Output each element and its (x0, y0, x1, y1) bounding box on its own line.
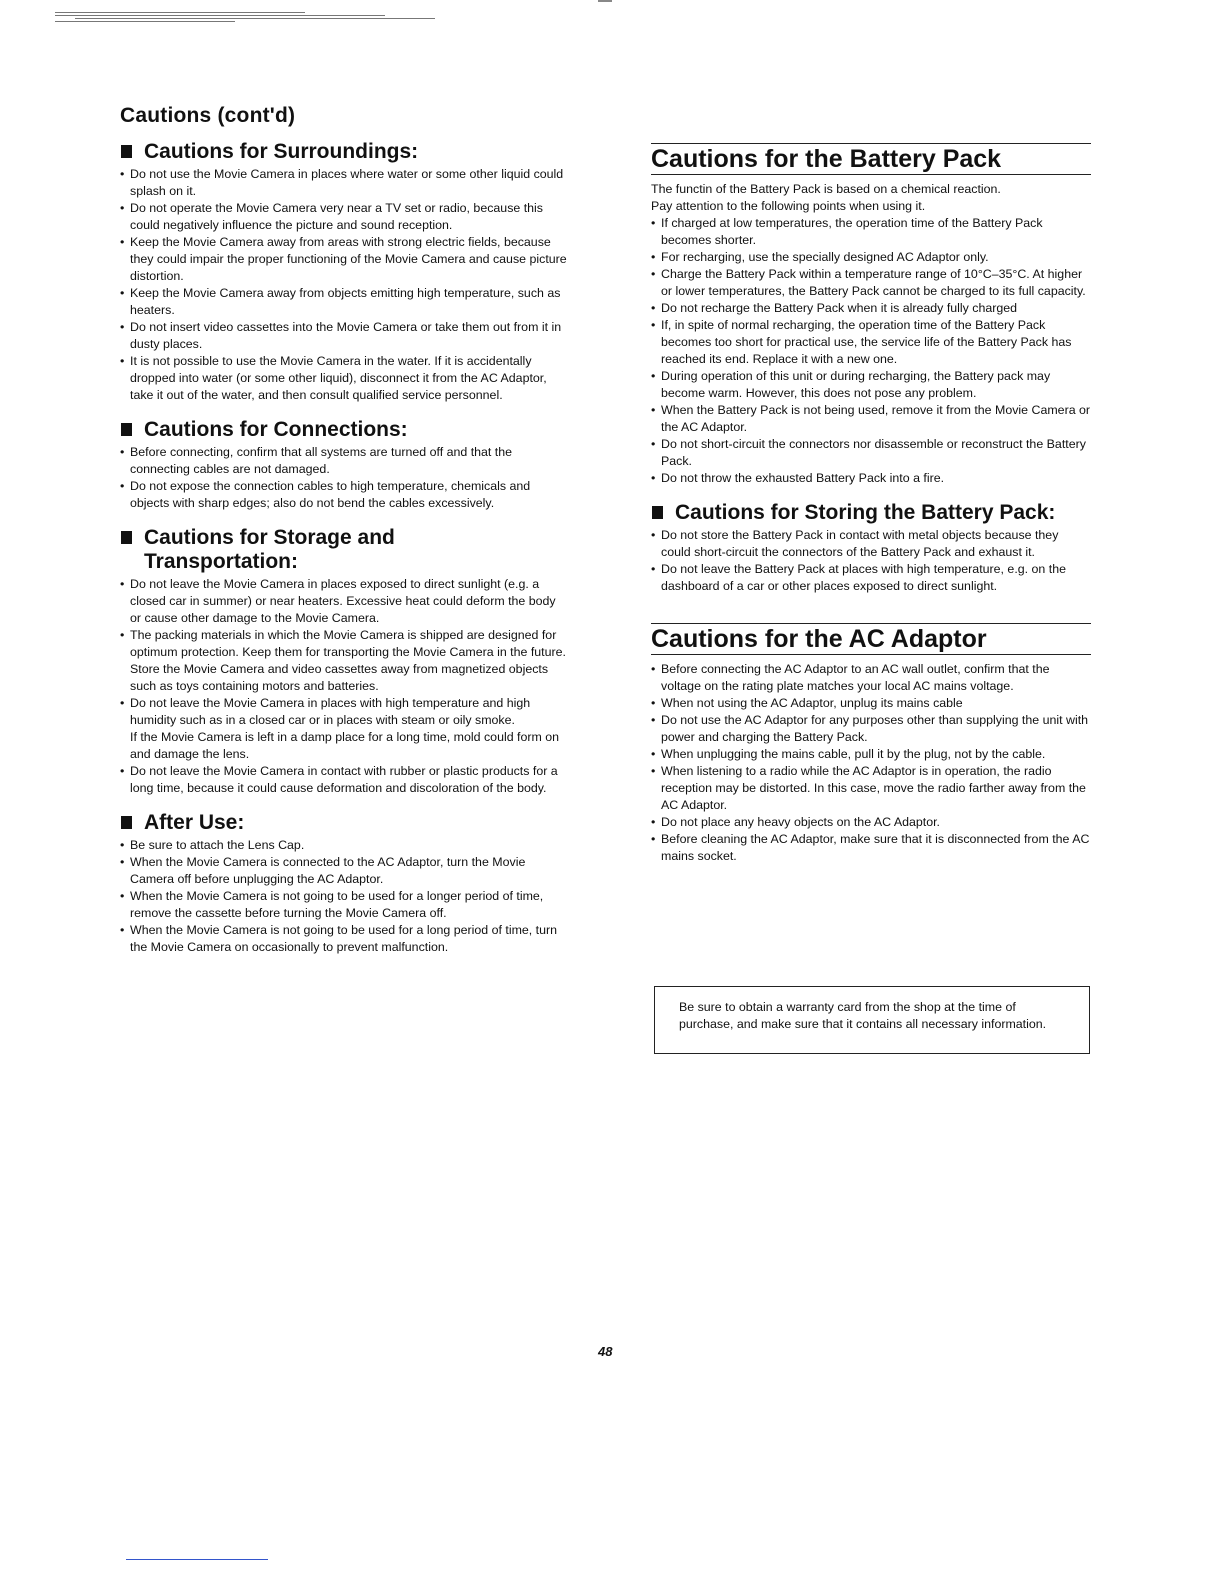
section-surroundings (120, 140, 570, 404)
list-item: • When listening to a radio while the AC Adaptor is in operation, the radio reception may be distorted. In this case, move the radio farther away from the AC Adaptor. (651, 763, 1091, 814)
square-bullet-icon (652, 506, 663, 519)
list-item: • Do not recharge the Battery Pack when it is already fully charged (651, 300, 1091, 317)
list-item: • When the Movie Camera is connected to the AC Adaptor, turn the Movie Camera off before unplugging the AC Adaptor. (120, 854, 570, 888)
list-item: • Do not place any heavy objects on the AC Adaptor. (651, 814, 1091, 831)
list-item: • During operation of this unit or during recharging, the Battery pack may become warm. However, this does not pose any problem. (651, 368, 1091, 402)
list-item: • Do not store the Battery Pack in contact with metal objects because they could short-circuit the connectors of the Battery Pack and exhaust it. (651, 527, 1091, 561)
list-item: • Keep the Movie Camera away from areas with strong electric fields, because they could impair the proper functioning of the Movie Camera and cause picture distortion. (120, 234, 570, 285)
page-number: 48 (598, 1344, 613, 1359)
list-item: • Do not leave the Movie Camera in contact with rubber or plastic products for a long time, because it could cause deformation and discoloration of the body. (120, 763, 570, 797)
intro-text: Pay attention to the following points when using it. (651, 199, 926, 213)
list-item: • Do not expose the connection cables to high temperature, chemicals and objects with sharp edges; also do not bend the cables excessively. (120, 478, 570, 512)
list-item: • Before cleaning the AC Adaptor, make sure that it is disconnected from the AC mains socket. (651, 831, 1091, 865)
section-battery-pack (651, 143, 1091, 487)
list-item: • When the Movie Camera is not going to be used for a long period of time, turn the Movie Camera on occasionally to prevent malfunction. (120, 922, 570, 956)
square-bullet-icon (121, 816, 132, 829)
scan-artifact-lines (55, 10, 435, 26)
list-item: • Do not leave the Movie Camera in places with high temperature and high humidity such as in a closed car or in places with steam or oily smoke. If the Movie Camera is left in a damp place for a long time, mold could form on and damage the lens. (120, 695, 570, 763)
list-item: • Do not leave the Movie Camera in places exposed to direct sunlight (e.g. a closed car in summer) or near heaters. Excessive heat could deform the body or cause other damage to the Movie Camera. (120, 576, 570, 627)
list-item: • For recharging, use the specially designed AC Adaptor only. (651, 249, 1091, 266)
scan-artifact-dash (598, 0, 612, 2)
item-note: Store the Movie Camera and video cassettes away from magnetized objects such as toys containing motors and batteries. (130, 662, 549, 693)
list-item: • Do not operate the Movie Camera very near a TV set or radio, because this could negatively influence the picture and sound reception. (120, 200, 570, 234)
scan-artifact-underline (126, 1559, 268, 1560)
section-heading: After Use: (120, 811, 570, 835)
list-item: • Do not use the Movie Camera in places where water or some other liquid could splash on it. (120, 166, 570, 200)
section-storage (120, 526, 570, 797)
section-heading: Cautions for Connections: (120, 418, 570, 442)
list-item: • The packing materials in which the Movie Camera is shipped are designed for optimum protection. Keep them for transporting the Movie Camera in the future. Store the Movie Camera and video cassettes away from magnetized objects such as toys containing motors and batteries. (120, 627, 570, 695)
square-bullet-icon (121, 423, 132, 436)
list-item: • Be sure to attach the Lens Cap. (120, 837, 570, 854)
list-item: • Keep the Movie Camera away from objects emitting high temperature, such as heaters. (120, 285, 570, 319)
warranty-notice-box (654, 986, 1090, 1054)
list-item: • Do not insert video cassettes into the Movie Camera or take them out from it in dusty places. (120, 319, 570, 353)
section-ac-adaptor (651, 623, 1091, 865)
list-item: • Before connecting the AC Adaptor to an AC wall outlet, confirm that the voltage on the rating plate matches your local AC mains voltage. (651, 661, 1091, 695)
section-heading: Cautions for Storage and Transportation: (120, 526, 570, 574)
square-bullet-icon (121, 145, 132, 158)
section-heading: Cautions for Surroundings: (120, 140, 570, 164)
list-item: • Do not throw the exhausted Battery Pack into a fire. (651, 470, 1091, 487)
section-heading: Cautions for the AC Adaptor (651, 623, 1091, 655)
list-item: • Before connecting, confirm that all systems are turned off and that the connecting cables are not damaged. (120, 444, 570, 478)
list-item: • When unplugging the mains cable, pull it by the plug, not by the cable. (651, 746, 1091, 763)
section-storing-battery (651, 501, 1091, 595)
right-column (651, 143, 1091, 879)
list-item: • If charged at low temperatures, the operation time of the Battery Pack becomes shorter. (651, 215, 1091, 249)
list-item: • When not using the AC Adaptor, unplug its mains cable (651, 695, 1091, 712)
list-item: • When the Movie Camera is not going to be used for a longer period of time, remove the cassette before turning the Movie Camera off. (120, 888, 570, 922)
list-item: • Charge the Battery Pack within a temperature range of 10°C–35°C. At higher or lower temperatures, the Battery Pack cannot be charged to its full capacity. (651, 266, 1091, 300)
list-item: • It is not possible to use the Movie Camera in the water. If it is accidentally dropped into water (or some other liquid), disconnect it from the AC Adaptor, take it out of the water, and then consult qualified service personnel. (120, 353, 570, 404)
section-connections (120, 418, 570, 512)
page-title: Cautions (cont'd) (120, 104, 296, 127)
square-bullet-icon (121, 531, 132, 544)
left-column (120, 104, 570, 970)
section-heading: Cautions for the Battery Pack (651, 143, 1091, 175)
warranty-notice-text: Be sure to obtain a warranty card from the shop at the time of purchase, and make sure that it contains all necessary information. (679, 1000, 1047, 1031)
intro-text: The functin of the Battery Pack is based on a chemical reaction. (651, 182, 1001, 196)
list-item: • Do not leave the Battery Pack at places with high temperature, e.g. on the dashboard of a car or other places exposed to direct sunlight. (651, 561, 1091, 595)
section-heading: Cautions for Storing the Battery Pack: (651, 501, 1091, 525)
list-item: • Do not short-circuit the connectors nor disassemble or reconstruct the Battery Pack. (651, 436, 1091, 470)
list-item: • If, in spite of normal recharging, the operation time of the Battery Pack becomes too short for practical use, the service life of the Battery Pack has reached its end. Replace it with a new one. (651, 317, 1091, 368)
item-note: If the Movie Camera is left in a damp place for a long time, mold could form on and damage the lens. (130, 730, 560, 761)
list-item: • Do not use the AC Adaptor for any purposes other than supplying the unit with power and charging the Battery Pack. (651, 712, 1091, 746)
section-after-use (120, 811, 570, 956)
list-item: • When the Battery Pack is not being used, remove it from the Movie Camera or the AC Adaptor. (651, 402, 1091, 436)
